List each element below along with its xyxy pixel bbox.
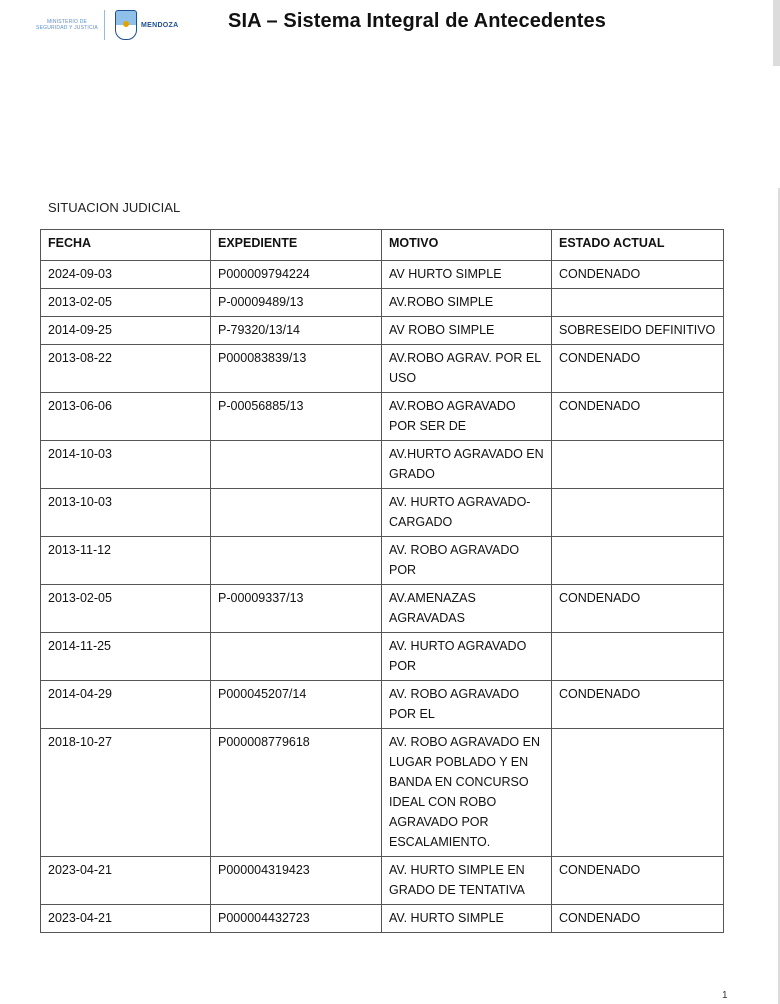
cell-motivo: AV. ROBO AGRAVADO POR (382, 537, 552, 585)
cell-estado: SOBRESEIDO DEFINITIVO (552, 317, 724, 345)
table-row (41, 289, 724, 317)
cell-estado (552, 441, 724, 489)
cell-motivo: AV.ROBO SIMPLE (382, 289, 552, 317)
cell-motivo: AV ROBO SIMPLE (382, 317, 552, 345)
cell-fecha: 2023-04-21 (41, 905, 211, 933)
cell-motivo: AV. HURTO AGRAVADO POR (382, 633, 552, 681)
cell-fecha: 2013-10-03 (41, 489, 211, 537)
table-row (41, 585, 724, 633)
table-row (41, 857, 724, 905)
cell-motivo: AV.ROBO AGRAVADO POR SER DE (382, 393, 552, 441)
cell-expediente (211, 489, 382, 537)
cell-fecha: 2013-11-12 (41, 537, 211, 585)
table-row (41, 905, 724, 933)
cell-estado (552, 633, 724, 681)
cell-expediente: P-00009489/13 (211, 289, 382, 317)
cell-estado (552, 537, 724, 585)
brand-name: MENDOZA (141, 21, 179, 29)
cell-estado (552, 729, 724, 857)
cell-fecha: 2014-10-03 (41, 441, 211, 489)
table-row (41, 261, 724, 289)
cell-fecha: 2023-04-21 (41, 857, 211, 905)
table-row (41, 681, 724, 729)
cell-fecha: 2014-11-25 (41, 633, 211, 681)
cell-motivo: AV.AMENAZAS AGRAVADAS (382, 585, 552, 633)
cell-expediente: P-00009337/13 (211, 585, 382, 633)
cell-expediente: P000009794224 (211, 261, 382, 289)
cell-fecha: 2013-02-05 (41, 289, 211, 317)
column-header-fecha: FECHA (41, 230, 211, 261)
logo-divider (104, 10, 105, 40)
cell-motivo: AV. HURTO SIMPLE (382, 905, 552, 933)
table-header-row (41, 230, 724, 261)
cell-expediente: P000004319423 (211, 857, 382, 905)
page-gap (0, 66, 780, 188)
table-row (41, 345, 724, 393)
mendoza-shield-icon (115, 10, 137, 40)
table-row (41, 317, 724, 345)
cell-estado: CONDENADO (552, 345, 724, 393)
column-header-motivo: MOTIVO (382, 230, 552, 261)
cell-estado: CONDENADO (552, 857, 724, 905)
cell-motivo: AV. ROBO AGRAVADO EN LUGAR POBLADO Y EN BANDA EN CONCURSO IDEAL CON ROBO AGRAVADO POR ESCALAMIENTO. (382, 729, 552, 857)
cell-motivo: AV. HURTO AGRAVADO- CARGADO (382, 489, 552, 537)
table-row (41, 441, 724, 489)
cell-expediente: P000045207/14 (211, 681, 382, 729)
column-header-estado: ESTADO ACTUAL (552, 230, 724, 261)
cell-estado (552, 289, 724, 317)
page-title: SIA – Sistema Integral de Antecedentes (228, 10, 606, 32)
page-number: 1 (722, 990, 728, 1001)
judicial-table (40, 229, 724, 933)
cell-expediente: P-79320/13/14 (211, 317, 382, 345)
cell-estado: CONDENADO (552, 585, 724, 633)
cell-expediente (211, 537, 382, 585)
section-title: SITUACION JUDICIAL (48, 200, 181, 215)
cell-motivo: AV.ROBO AGRAV. POR EL USO (382, 345, 552, 393)
table-row (41, 633, 724, 681)
cell-estado: CONDENADO (552, 393, 724, 441)
cell-fecha: 2014-04-29 (41, 681, 211, 729)
cell-fecha: 2018-10-27 (41, 729, 211, 857)
cell-motivo: AV.HURTO AGRAVADO EN GRADO (382, 441, 552, 489)
cell-fecha: 2013-08-22 (41, 345, 211, 393)
table-row (41, 393, 724, 441)
table-row (41, 729, 724, 857)
cell-estado (552, 489, 724, 537)
column-header-expediente: EXPEDIENTE (211, 230, 382, 261)
cell-motivo: AV. ROBO AGRAVADO POR EL (382, 681, 552, 729)
cell-estado: CONDENADO (552, 681, 724, 729)
table-row (41, 537, 724, 585)
cell-motivo: AV HURTO SIMPLE (382, 261, 552, 289)
cell-expediente: P000083839/13 (211, 345, 382, 393)
cell-motivo: AV. HURTO SIMPLE EN GRADO DE TENTATIVA (382, 857, 552, 905)
cell-fecha: 2014-09-25 (41, 317, 211, 345)
cell-fecha: 2024-09-03 (41, 261, 211, 289)
cell-estado: CONDENADO (552, 905, 724, 933)
cell-fecha: 2013-06-06 (41, 393, 211, 441)
cell-estado: CONDENADO (552, 261, 724, 289)
cell-expediente (211, 441, 382, 489)
table-row (41, 489, 724, 537)
cell-expediente: P000004432723 (211, 905, 382, 933)
header-logo (36, 8, 179, 42)
cell-expediente: P-00056885/13 (211, 393, 382, 441)
cell-fecha: 2013-02-05 (41, 585, 211, 633)
ministry-text: MINISTERIO DE SEGURIDAD Y JUSTICIA (36, 19, 98, 31)
cell-expediente (211, 633, 382, 681)
cell-expediente: P000008779618 (211, 729, 382, 857)
